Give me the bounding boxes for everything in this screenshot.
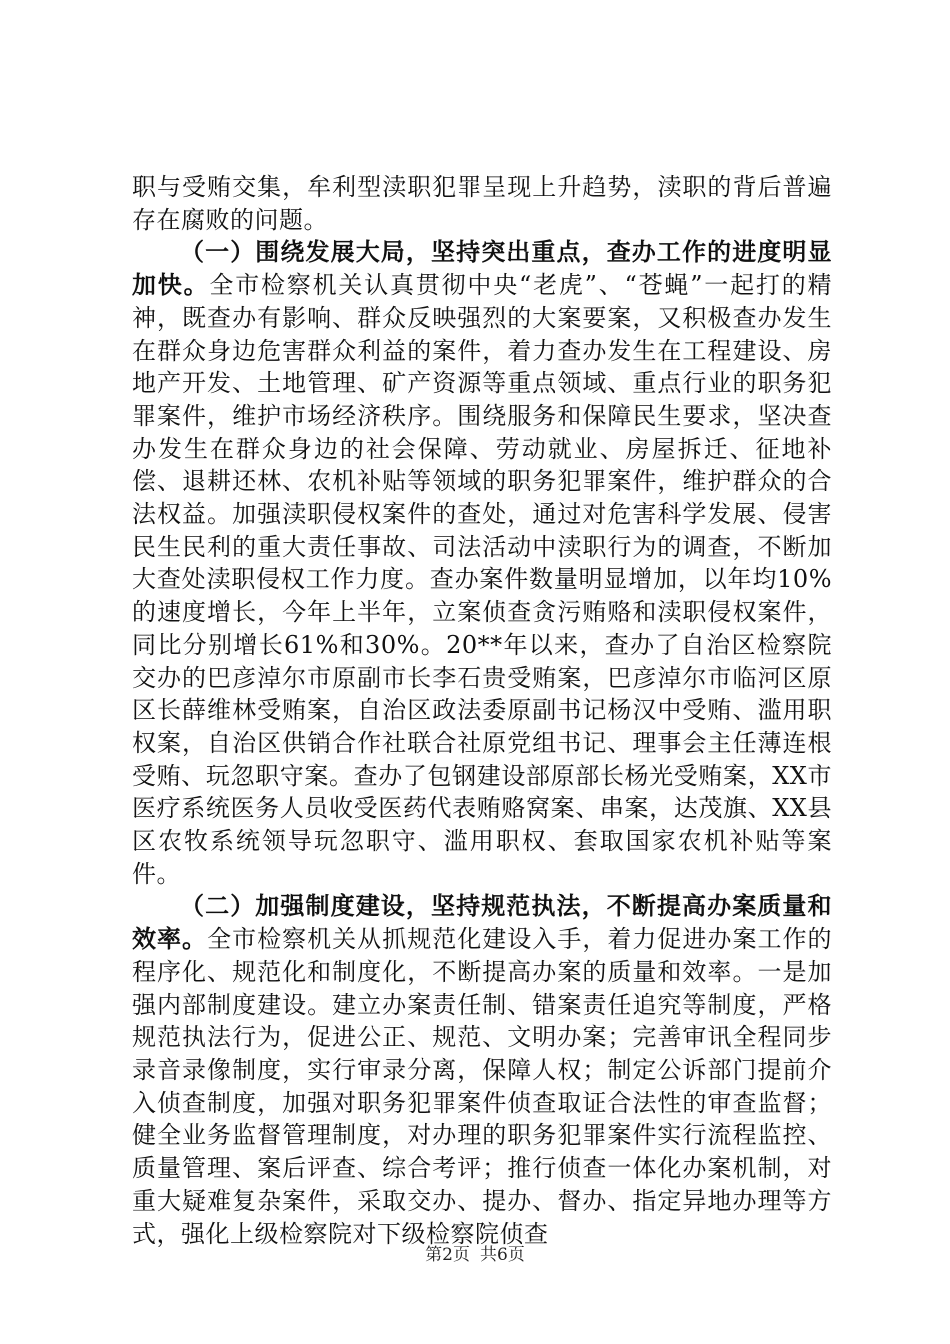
page-footer	[0, 1240, 950, 1265]
section-2-paragraph	[132, 890, 832, 1250]
section-2-heading: （二）加强制度建设，坚持规范执法，不断提高办案质量和效率。	[132, 891, 832, 954]
section-1-paragraph	[132, 236, 832, 890]
page-number: 第2页	[425, 1245, 470, 1265]
section-2-body: 全市检察机关从抓规范化建设入手，着力促进办案工作的程序化、规范化和制度化，不断提高办案的质量和效率。一是加强内部制度建设。建立办案责任制、错案责任追究等制度，严格规范执法行为，促进公正、规范、文明办案；完善审讯全程同步录音录像制度，实行审录分离，保障人权；制定公诉部门提前介入侦查制度，加强对职务犯罪案件侦查取证合法性的审查监督；健全业务监督管理制度，对办理的职务犯罪案件实行流程监控、质量管理、案后评查、综合考评；推行侦查一体化办案机制，对重大疑难复杂案件，采取交办、提办、督办、指定异地办理等方式，强化上级检察院对下级检察院侦查	[132, 925, 833, 1248]
paragraph-continuation: 职与受贿交集，牟利型渎职犯罪呈现上升趋势，渎职的背后普遍存在腐败的问题。	[132, 173, 832, 234]
document-body	[132, 171, 832, 1250]
page-total: 共6页	[480, 1245, 525, 1265]
section-1-heading: （一）围绕发展大局，坚持突出重点，查办工作的进度明显加快。	[132, 237, 832, 300]
section-1-body: 全市检察机关认真贯彻中央“老虎”、“苍蝇”一起打的精神，既查办有影响、群众反映强烈的大案要案，又积极查办发生在群众身边危害群众利益的案件，着力查办发生在工程建设、房地产开发、土地管理、矿产资源等重点领域、重点行业的职务犯罪案件，维护市场经济秩序。围绕服务和保障民生要求，坚决查办发生在群众身边的社会保障、劳动就业、房屋拆迁、征地补偿、退耕还林、农机补贴等领域的职务犯罪案件，维护群众的合法权益。加强渎职侵权案件的查处，通过对危害科学发展、侵害民生民利的重大责任事故、司法活动中渎职行为的调查，不断加大查处渎职侵权工作力度。查办案件数量明显增加，以年均10%的速度增长，今年上半年，立案侦查贪污贿赂和渎职侵权案件，同比分别增长61%和30%。20**年以来，查办了自治区检察院交办的巴彦淖尔市原副市长李石贵受贿案，巴彦淖尔市临河区原区长薛维林受贿案，自治区政法委原副书记杨汉中受贿、滥用职权案，自治区供销合作社联合社原党组书记、理事会主任薄连根受贿、玩忽职守案。查办了包钢建设部原部长杨光受贿案，XX市医疗系统医务人员收受医药代表贿赂窝案、串案，达茂旗、XX县区农牧系统领导玩忽职守、滥用职权、套取国家农机补贴等案件。	[132, 271, 833, 888]
